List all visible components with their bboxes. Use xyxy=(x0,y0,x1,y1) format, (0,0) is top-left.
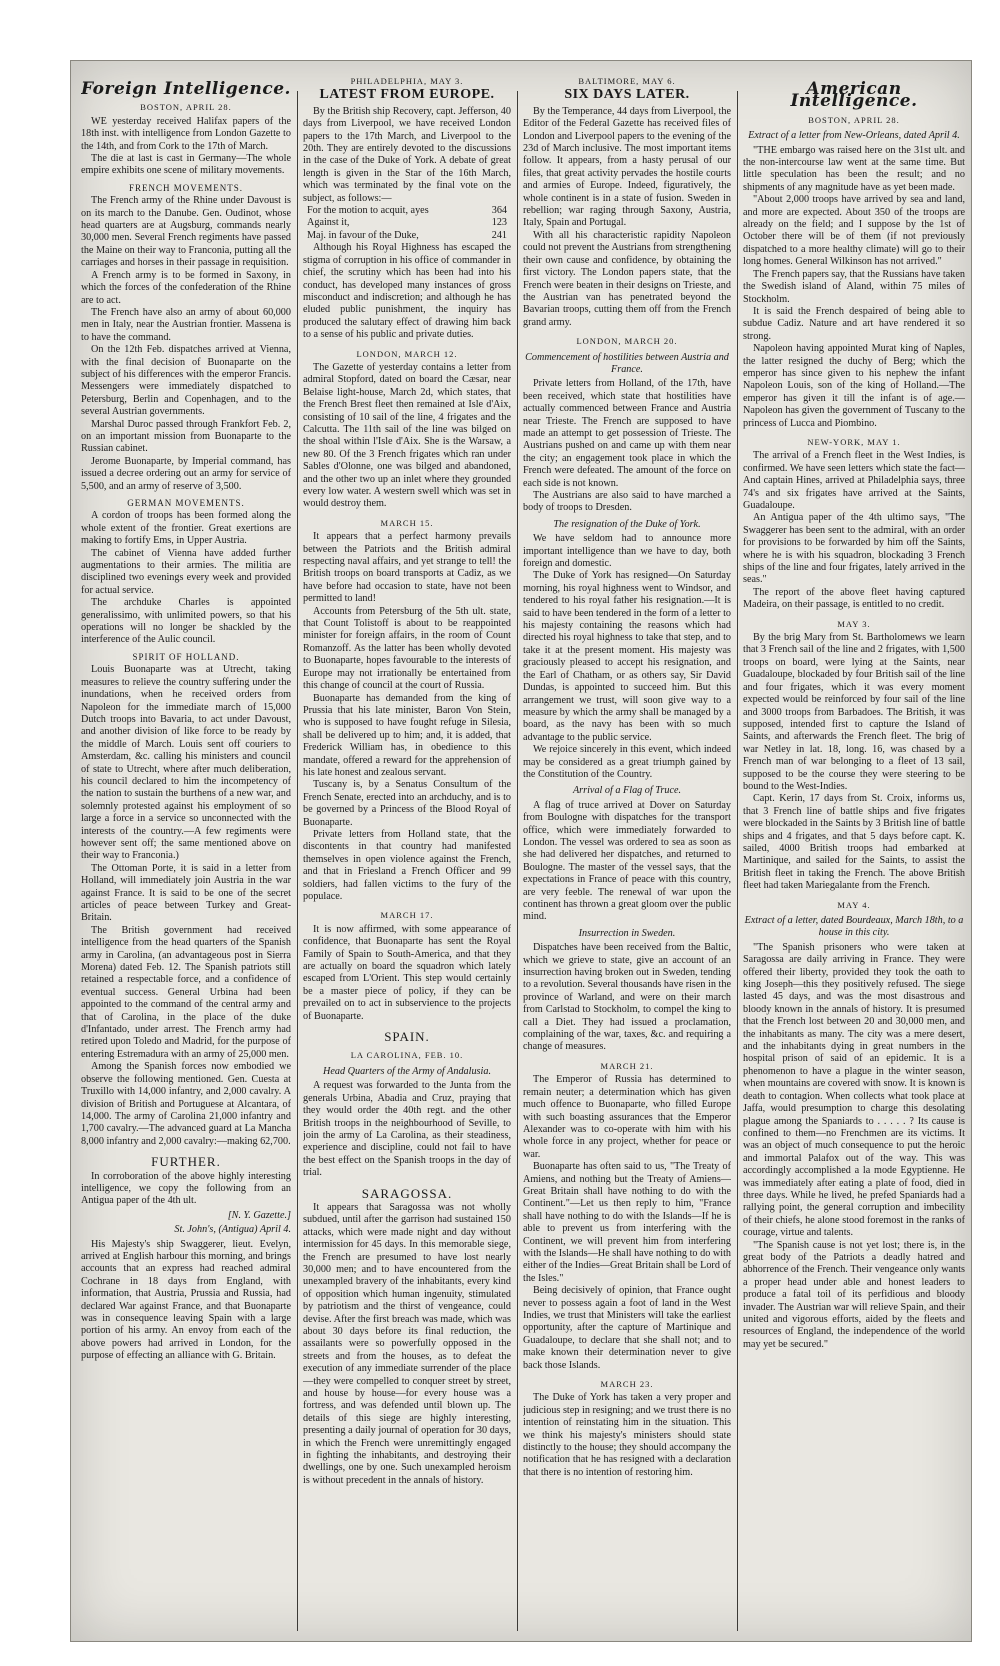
vote-label: Against it, xyxy=(307,217,350,229)
paragraph: We rejoice sincerely in this event, which indeed may be considered as a great triumph gained by the Constitution of the Country. xyxy=(523,744,731,780)
dateline: BOSTON, APRIL 28. xyxy=(140,102,232,113)
paragraph: "The Spanish cause is not yet lost; there is, in the great body of the Patriots a deadly hatred and abhorrence of the French. Their vengeance only wants a proper head under able and honest leaders to produce a fatal toil of its perfidious and bloody invader. The Austrian war will relieve Spain, and their united and vigorous efforts, aided by the fleets and resources of England, the independence of the world may yet be secured." xyxy=(743,1239,965,1350)
subheading: Extract of a letter, dated Bourdeaux, March 18th, to a house in this city. xyxy=(744,915,964,939)
paragraph: A request was forwarded to the Junta from the generals Urbina, Abadia and Cruz, praying that they would order the 40th regt. and the other British troops in the neighbourhood of Seville, to join the army of La Carolina, as their steadiness, experience and discipline, could not fail to have the best effect on the Spanish troops in the day of trial. xyxy=(303,1080,511,1179)
subsection-heading: FURTHER. xyxy=(151,1154,221,1170)
vote-count: 241 xyxy=(491,229,507,241)
paragraph: His Majesty's ship Swaggerer, lieut. Evelyn, arrived at English harbour this morning, and brings accounts that an express had reached admiral Cochrane in 18 days from England, with information, that Austria, Prussia and Russia, had declared War against France, and that Buonaparte was in consequence leaving Spain with a large portion of his army. An envoy from each of the above powers had arrived in London, for the purpose of effecting an alliance with G. Britain. xyxy=(81,1238,291,1362)
paragraph: With all his characteristic rapidity Napoleon could not prevent the Austrians from strengthening their own cause and confidence, by obtaining the first victory. The London papers state, that the French were beaten in their designs on Trieste, and the Austrian van has penetrated beyond the Bavarian troops, cutting them off from the French grand army. xyxy=(523,229,731,328)
paragraph: A cordon of troops has been formed along the whole extent of the frontier. Great exertions are making to fortify Ems, in Upper Austria. xyxy=(81,510,291,547)
subheading: Head Quarters of the Army of Andalusia. xyxy=(323,1065,491,1077)
paragraph: "The Spanish prisoners who were taken at Saragossa are daily arriving in France. They were offered their liberty, provided they took the oath to king Joseph—this they positively refused. The siege lasted 45 days, and was the most disastrous and bloody known in the annals of history. It is presumed that the French lost between 20 and 30,000 men, and the inhabitants as many. The city was a mere desert, and the inhabitants dying in great numbers in the hospital prison of said of an epidemic. It is a phenomenon to have a plague in the winter season, when mountains are covered with snow. It is known is death to contagion. When collects what took place at Jaffa, would presumption to charge this desolating plague among the Spaniards to . . . . . ? Its cause is confined to them—no Frenchmen are its victims. It was an object of much consequence to put the heroic and immortal Palafox out of the way. This was accordingly accomplished a la mode Egyptienne. He was immediately after eating a plate of food, died in three days. While he lived, he prefed Spaniards had a rallying point, the general corruption and imbecility of their chiefs, he alone stood foremost in the ranks of courage, virtue and talents. xyxy=(743,941,965,1239)
paragraph: WE yesterday received Halifax papers of the 18th inst. with intelligence from London Gazette to the 14th, and from Cork to the 17th of March. xyxy=(81,115,291,152)
section-title: American Intelligence. xyxy=(790,79,918,112)
dateline: LA CAROLINA, FEB. 10. xyxy=(350,1050,464,1061)
column-rule xyxy=(297,91,298,1631)
dateline: MARCH 21. xyxy=(600,1060,654,1071)
vote-label: For the motion to acquit, ayes xyxy=(307,205,429,217)
paragraph: It is said the French despaired of being able to subdue Cadiz. Nature and art have rendered it so strong. xyxy=(743,305,965,342)
paragraph: The Duke of York has resigned—On Saturday morning, his royal highness went to Windsor, and tendered to his royal father his resignation.—It is said to have been tendered in the form of a letter to his majesty containing the reasons which had directed his royal highness to take that step, and to take it at the present moment. His majesty was graciously pleased to accept his resignation, and the Earl of Chatham, or as others say, Sir David Dundas, is appointed to succeed him. But this arrangement we trust, will soon give way to a measure by which the army shall be managed by a board, as the navy has been with so much advantage to the public service. xyxy=(523,570,731,743)
paragraph: The Ottoman Porte, it is said in a letter from Holland, will immediately join Austria in the war against France. It is said to be one of the secret articles of peace between Turkey and Great-Britain. xyxy=(81,862,291,924)
vote-count: 123 xyxy=(491,217,507,229)
vote-label: Maj. in favour of the Duke, xyxy=(307,229,419,241)
dateline: MARCH 23. xyxy=(600,1379,654,1390)
section-title: Foreign Intelligence. xyxy=(81,79,291,99)
subsection-heading: SPAIN. xyxy=(384,1029,430,1045)
subheading: Insurrection in Sweden. xyxy=(578,927,676,939)
dateline: MAY 4. xyxy=(837,899,871,910)
paragraph: It appears that a perfect harmony prevails between the Patriots and the British admiral respecting naval affairs, and yet strange to tell! the British troops on board transports at Cadiz, as we have before had occasion to state, have not been permitted to land! xyxy=(303,531,511,605)
paragraph: The British government had received intelligence from the head quarters of the Spanish army in Carolina, (an advantageous post in Sierra Morena) dated Feb. 12. The Spanish patriots still retained a respectable force, and a confidence of eventual success. General Urbina had been appointed to the command of the central army and that of Carolina, in the place of the duke d'Infantado, under arrest. The French army had retired upon Toledo and Madrid, for the purpose of entering Estremadura with an army of 25,000 men. xyxy=(81,924,291,1060)
paragraph: Louis Buonaparte was at Utrecht, taking measures to relieve the country suffering under the inundations, when he received orders from Napoleon for the immediate march of 15,000 Dutch troops into Bavaria, to act under Davoust, and another division of like force to be ready by the middle of March. Louis sent off couriers to Amsterdam, &c. calling his ministers and council of state to Utrecht, where after much deliberation, his council declared to him the incompetency of the nation to sustain the burthens of a new war, and solemnly protested against his employment of so large a force in a service so unconnected with the interests of the country.—A few regiments were however sent off; the same mentioned above on their way to Franconia.) xyxy=(81,664,291,862)
paragraph: Being decisively of opinion, that France ought never to possess again a foot of land in the West Indies, we trust that Ministers will take the earliest opportunity, after the capture of Martinique and Guadaloupe, to declare that she shall not; and to make known their determination never to give back those Islands. xyxy=(523,1285,731,1371)
paragraph: Buonaparte has often said to us, "The Treaty of Amiens, and nothing but the Treaty of Amiens—Great Britain shall have nothing to do with the Continent."—Let us then reply to him, "France shall have nothing to do with the Islands—If he is able to prevent us from interfering with the Continent, we will prevent him from interfering with the Islands—He shall have nothing to do with either of the Indies—Great Britain shall be Lord of the Isles." xyxy=(523,1161,731,1284)
subheading: Extract of a letter from New-Orleans, dated April 4. xyxy=(748,130,960,142)
paragraph: It is now affirmed, with some appearance of confidence, that Buonaparte has sent the Royal Family of Spain to South-America, and that they are actually on board the squadron which lately escaped from L'Orient. This step would certainly be a master piece of policy, if they can be prevailed on to act in subservience to the projects of Buonaparte. xyxy=(303,923,511,1022)
column-six-days-later xyxy=(523,69,731,1634)
subheading: Commencement of hostilities between Austria and France. xyxy=(525,351,729,375)
newspaper-page xyxy=(70,60,972,1642)
section-title: SIX DAYS LATER. xyxy=(564,87,690,103)
paragraph: In corroboration of the above highly interesting intelligence, we copy the following from an Antigua paper of the 4th ult. xyxy=(81,1170,291,1207)
dateline: PHILADELPHIA, MAY 3. xyxy=(350,76,464,86)
paragraph: By the brig Mary from St. Bartholomews we learn that 3 French sail of the line and 2 frigates, with 1,500 troops on board, were lying at the Saints, near Guadaloupe, blockaded by four British sail of the line and four frigates, which it was every moment expected would be reinforced by four sail of the line and 3000 troops from Barbadoes. The British, it was supposed, intended first to capture the Island of Saints, and afterwards the French fleet. The brig of war Netley in lat. 18, long. 16, was chased by a French man of war belonging to a fleet of 13 sail, supposed to be the course they were steering to be bound to the West-Indies. xyxy=(743,632,965,792)
column-rule xyxy=(737,91,738,1631)
dateline: BALTIMORE, MAY 6. xyxy=(578,76,676,86)
paragraph: We have seldom had to announce more important intelligence than we have to day, both foreign and domestic. xyxy=(523,533,731,570)
vote-row xyxy=(307,217,507,229)
paragraph: The French have also an army of about 60,000 men in Italy, near the Austrian frontier. Massena is to have the command. xyxy=(81,306,291,343)
subsection-heading: SARAGOSSA. xyxy=(361,1185,453,1201)
paragraph: A French army is to be formed in Saxony, in which the forces of the confederation of the Rhine are to act. xyxy=(81,269,291,306)
paragraph: Among the Spanish forces now embodied we observe the following mentioned. Gen. Cuesta at Truxillo with 14,000 infantry, and 2,000 cavalry. A division of British and Portuguese at Alcantara, of 14,000. The army of Carolina 21,000 infantry and 1,700 cavalry.—The advanced guard at La Mancha 8,000 infantry and 2,000 cavalry:—making 62,700. xyxy=(81,1061,291,1147)
column-latest-from-europe xyxy=(303,69,511,1634)
vote-row xyxy=(307,230,507,242)
dateline: MARCH 17. xyxy=(380,910,434,921)
subsection-heading: FRENCH MOVEMENTS. xyxy=(128,182,243,193)
paragraph: The archduke Charles is appointed generalissimo, with unlimited powers, so that his operations will no longer be shackled by the interference of the Aulic council. xyxy=(81,597,291,646)
paragraph: Marshal Duroc passed through Frankfort Feb. 2, on an important mission from Buonaparte to the Russian cabinet. xyxy=(81,418,291,455)
column-rule xyxy=(517,91,518,1631)
dateline: MAY 3. xyxy=(837,618,871,629)
paragraph: The die at last is cast in Germany—The whole empire exhibits one scene of military movements. xyxy=(81,153,291,177)
paragraph: Private letters from Holland state, that the discontents in that country had manifested themselves in open violence against the French, and that in Friesland a French Officer and 99 soldiers, had fallen victims to the fury of the populace. xyxy=(303,828,511,902)
column-american-intelligence xyxy=(743,69,965,1634)
paragraph: On the 12th Feb. dispatches arrived at Vienna, with the final decision of Buonaparte on the subject of his differences with the emperor Francis. Messengers were immediately dispatched to Petersburg, Berlin and Copenhagen, and to the several Austrian governments. xyxy=(81,344,291,418)
paragraph: Tuscany is, by a Senatus Consultum of the French Senate, erected into an archduchy, and is to be governed by a Princess of the Blood Royal of Buonaparte. xyxy=(303,779,511,828)
paragraph: Capt. Kerin, 17 days from St. Croix, informs us, that 3 French line of battle ships and five frigates were blockaded in the Saints by 3 British line of battle ships and 4 frigates, and that 5 days before capt. K. sailed, 4000 British troops had embarked at Martinique, and sailed for the Saints, to assist the British fleet in taking the French. The above British fleet had taken Mariegalante from the French. xyxy=(743,793,965,892)
subheading: The resignation of the Duke of York. xyxy=(553,518,701,530)
paragraph: "THE embargo was raised here on the 31st ult. and the non-intercourse law went at the same time. But little speculation has been the result; and no shipments of any magnitude have as yet been made. xyxy=(743,144,965,193)
paragraph: The French army of the Rhine under Davoust is on its march to the Danube. Gen. Oudinot, whose head quarters are at Augsburg, commands nearly 30,000 men. Several French regiments have passed the Maine on their way to Franconia, putting all the carriages and horses in their passage in requisition. xyxy=(81,195,291,269)
paragraph: The Austrians are also said to have marched a body of troops to Dresden. xyxy=(523,490,731,514)
paragraph: An Antigua paper of the 4th ultimo says, "The Swaggerer has been sent to the admiral, with an order for provisions to be forwarded by him off the Saints, where he is with his squadron, blockading 3 French ships of the line and four frigates, lately arrived in the seas." xyxy=(743,512,965,586)
paragraph: Private letters from Holland, of the 17th, have been received, which state that hostilities have actually commenced between France and Austria near Trieste. The French are supposed to have made an attempt to get possession of Trieste. The Austrians pushed on and came up with them near the city; an engagement took place in which the French were defeated. The amount of the force on each side is not known. xyxy=(523,378,731,489)
paragraph: The Emperor of Russia has determined to remain neuter; a determination which has given much offence to Buonaparte, who filled Europe with such boasting assurances that the Emperor Alexander was to co-operate with him with his whole force in any project, whether for peace or war. xyxy=(523,1074,731,1160)
paragraph: Buonaparte has demanded from the king of Prussia that his late minister, Baron Von Stein, who is supposed to have fought refuge in Silesia, shall be delivered up to him; and, it is added, that Frederick William has, in obedience to this mandate, offered a reward for the apprehension of his late honest and zealous servant. xyxy=(303,692,511,778)
column-foreign-intelligence xyxy=(81,69,291,1634)
dateline: St. John's, (Antigua) April 4. xyxy=(174,1224,291,1236)
subheading: Arrival of a Flag of Truce. xyxy=(572,785,682,797)
vote-row xyxy=(307,205,507,217)
paragraph: "About 2,000 troops have arrived by sea and land, and more are expected. About 350 of the troops are already on the field; and I suppose by the 1st of October there will be of them (if not previously dispatched to a more healthy climate) will go to their long homes. General Wilkinson has not arrived." xyxy=(743,194,965,268)
paragraph: The cabinet of Vienna have added further augmentations to their armies. The militia are disciplined two evenings every week and provided for actual service. xyxy=(81,547,291,596)
vote-count: 364 xyxy=(491,205,507,217)
paragraph: By the Temperance, 44 days from Liverpool, the Editor of the Federal Gazette has received files of London and Liverpool papers to the evening of the 23d of March inclusive. The most important items follow. It appears, from a hasty perusal of our files, that great activity pervades the hostile courts and armies of Europe. Indeed, figuratively, the whole continent is in a state of fusion. Sweden in rebellion; war raging through Saxony, Austria, Italy, Spain and Portugal. xyxy=(523,105,731,229)
paragraph: The report of the above fleet having captured Madeira, on their passage, is entitled to no credit. xyxy=(743,586,965,611)
paragraph: Dispatches have been received from the Baltic, which we grieve to state, give an account of an insurrection having broken out in Sweden, tending to a revolution. Several thousands have risen in the province of Warland, and were on their march from Carlstad to Stockholm, to compel the king to call a Diet. They had issued a proclamation, complaining of the war, taxes, &c. and requiring a change of measures. xyxy=(523,942,731,1053)
paragraph: Although his Royal Highness has escaped the stigma of corruption in his office of commander in chief, the scrutiny which has been had into his conduct, has developed many instances of gross misconduct and indiscretion; and although he has eluded public punishment, the inquiry has produced the salutary effect of drawing him back to a sense of his public and private duties. xyxy=(303,242,511,341)
paragraph: The Gazette of yesterday contains a letter from admiral Stopford, dated on board the Cæsar, near Belaise light-house, March 2d, which states, that the French Brest fleet then remained at Isle d'Aix, consisting of 10 sail of the line, 4 frigates and the Calcutta. The 11th sail of the line was bilged on the shoal within l'Isle d'Aix. She is the Warsaw, a new 80. Of the 3 French frigates which ran under Sables d'Olonne, one was bilged and abandoned, and the other two up an inlet where they grounded every low water. A western swell which was set in would destroy them. xyxy=(303,361,511,510)
paragraph: The arrival of a French fleet in the West Indies, is confirmed. We have seen letters which state the fact—And captain Hines, arrived at Philadelphia says, three 74's and six frigates have arrived at the Saints, Guadaloupe. xyxy=(743,450,965,511)
source-credit: [N. Y. Gazette.] xyxy=(227,1209,291,1221)
dateline: LONDON, MARCH 20. xyxy=(576,336,678,347)
paragraph: By the British ship Recovery, capt. Jefferson, 40 days from Liverpool, we have received London papers to the 17th March, and Liverpool to the 20th. They are entirely devoted to the discussions in the case of the Duke of York. A debate of great length is given in the Star of the 16th March, which was terminated by the final vote on the subject, as follows:— xyxy=(303,105,511,204)
paragraph: A flag of truce arrived at Dover on Saturday from Boulogne with dispatches for the transport office, which were immediately forwarded to London. The vessel was ordered to sea as soon as she had delivered her dispatches, and returned to Boulogne. The master of the vessel says, that the expectations in France of peace with this country, are very feeble. The renewal of war upon the continent has thrown a great gloom over the public mind. xyxy=(523,799,731,923)
subsection-heading: GERMAN MOVEMENTS. xyxy=(127,498,245,508)
paragraph: The French papers say, that the Russians have taken the Swedish island of Aland, within 75 miles of Stockholm. xyxy=(743,268,965,305)
subsection-heading: SPIRIT OF HOLLAND. xyxy=(132,651,240,662)
paragraph: The Duke of York has taken a very proper and judicious step in resigning; and we trust there is no intention of reinstating him in the situation. This we think his majesty's ministers should state distinctly to the house; they should accompany the notification that he has resigned with a declaration that there is no intention of restoring him. xyxy=(523,1392,731,1478)
paragraph: Jerome Buonaparte, by Imperial command, has issued a decree ordering out an army for service of 5,500, and an army of reserve of 3,500. xyxy=(81,455,291,492)
dateline: BOSTON, APRIL 28. xyxy=(808,114,900,125)
paragraph: Accounts from Petersburg of the 5th ult. state, that Count Tolistoff is about to be reappointed minister for foreign affairs, in the room of Count Romanzoff. As the latter has been wholly devoted to Buonaparte, hopes favourable to the interests of Europe may not irrationally be entertained from this change of council at the court of Russia. xyxy=(303,605,511,692)
section-title: LATEST FROM EUROPE. xyxy=(319,87,495,103)
paragraph: It appears that Saragossa was not wholly subdued, until after the garrison had sustained 150 attacks, which were made night and day without intermission for 45 days. In this memorable siege, the French are presumed to have lost nearly 30,000 men; and to have encountered from the unexampled bravery of the inhabitants, every kind of opposition which human ingenuity, stimulated by patriotism and the thirst of vengeance, could devise. After the first breach was made, which was about 30 days before its final reduction, the assailants were so powerfully opposed in the streets and from the houses, as to defeat the execution of any immediate surrender of the place—they were compelled to conquer street by street, and house by house—for every house was a fortress, and was defended until blown up. The details of this siege are highly interesting, presenting a daily journal of operation for 30 days, in which the French were unremittingly engaged in fighting the inhabitants, and destroying their dwellings, one by one. Such unexampled heroism is without precedent in the annals of history. xyxy=(303,1201,511,1486)
paragraph: Napoleon having appointed Murat king of Naples, the latter resigned the duchy of Berg; which the emperor has since given to his nephew the infant Napoleon Louis, son of the king of Holland.—The emperor has given it till the infant is of age.—Napoleon has given the government of Tuscany to the princess of Lucca and Piombino. xyxy=(743,343,965,429)
dateline: LONDON, MARCH 12. xyxy=(356,348,458,359)
dateline: NEW-YORK, MAY 1. xyxy=(807,436,901,447)
dateline: MARCH 15. xyxy=(380,517,434,528)
